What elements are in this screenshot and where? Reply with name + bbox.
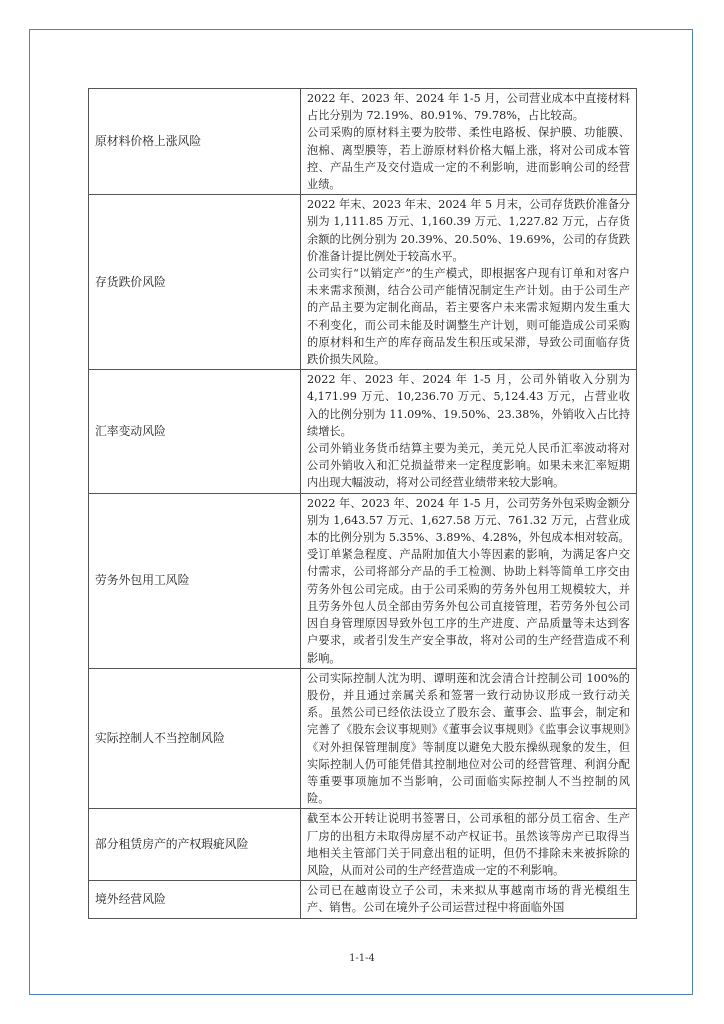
risk-paragraph: 公司采购的原材料主要为胶带、柔性电路板、保护膜、功能膜、泡棉、离型膜等，若上游原材料价格大幅上涨，将对公司成本管控、产品生产及交付造成一定的不利影响，进而影响公司的经营业绩。	[307, 126, 630, 192]
table-row	[89, 668, 637, 809]
risk-description-cell	[301, 809, 637, 881]
risk-paragraph: 受订单紧急程度、产品附加值大小等因素的影响，为满足客户交付需求，公司将部分产品的手工检测、协助上料等简单工序交由劳务外包公司完成。由于公司采购的劳务外包用工规模较大，并且劳务外包人员全部由劳务外包公司直接管理，若劳务外包公司因自身管理原因导致外包工序的生产进度、产品质量等未达到客户要求，或者引发生产安全事故，将对公司的生产经营造成不利影响。	[307, 548, 630, 665]
table-row	[89, 195, 637, 370]
risk-description-cell	[301, 881, 637, 918]
risk-description-cell	[301, 493, 637, 668]
risk-name-cell: 境外经营风险	[89, 881, 301, 918]
table-row	[89, 370, 637, 493]
risk-paragraph: 公司实际控制人沈为明、谭明莲和沈会清合计控制公司 100%的股份，并且通过亲属关系和签署一致行动协议形成一致行动关系。虽然公司已经依法设立了股东会、董事会、监事会，制定和完善了《股东会议事规则》《董事会议事规则》《监事会议事规则》《对外担保管理制度》等制度以避免大股东操纵现象的发生，但实际控制人仍可能凭借其控制地位对公司的经营管理、利润分配等重要事项施加不当影响，公司面临实际控制人不当控制的风险。	[307, 671, 630, 806]
table-row	[89, 809, 637, 881]
risk-name-cell: 原材料价格上涨风险	[89, 89, 301, 195]
table-row	[89, 89, 637, 195]
risk-table	[88, 88, 637, 919]
table-row	[89, 493, 637, 668]
risk-description-cell	[301, 370, 637, 493]
risk-paragraph: 2022 年末、2023 年末、2024 年 5 月末，公司存货跌价准备分别为 1,111.85 万元、1,160.39 万元、1,227.82 万元，占存货余额的比例分别为 20.39%、20.50%、19.69%，公司的存货跌价准备计提比例处于较高水平。	[307, 198, 630, 263]
risk-name-cell: 实际控制人不当控制风险	[89, 668, 301, 809]
risk-name-cell: 汇率变动风险	[89, 370, 301, 493]
risk-description-cell	[301, 89, 637, 195]
risk-name-cell: 部分租赁房产的产权瑕疵风险	[89, 809, 301, 881]
risk-description-cell	[301, 195, 637, 370]
risk-paragraph: 公司已在越南设立子公司，未来拟从事越南市场的背光模组生产、销售。公司在境外子公司运营过程中将面临外国	[307, 884, 630, 915]
risk-paragraph: 公司实行“以销定产”的生产模式，即根据客户现有订单和对客户未来需求预测，结合公司产能情况制定生产计划。由于公司生产的产品主要为定制化商品，若主要客户未来需求短期内发生重大不利变化，而公司未能及时调整生产计划，则可能造成公司采购的原材料和生产的库存商品发生积压或呆滞，导致公司面临存货跌价损失风险。	[307, 267, 630, 367]
table-row	[89, 881, 637, 918]
risk-name-cell: 存货跌价风险	[89, 195, 301, 370]
risk-description-cell	[301, 668, 637, 809]
risk-paragraph: 2022 年、2023 年、2024 年 1-5 月，公司营业成本中直接材料占比分别为 72.19%、80.91%、79.78%，占比较高。	[307, 92, 630, 123]
page-number: 1-1-4	[349, 953, 375, 964]
risk-paragraph: 截至本公开转让说明书签署日，公司承租的部分员工宿舍、生产厂房的出租方未取得房屋不动产权证书。虽然该等房产已取得当地相关主管部门关于同意出租的证明，但仍不排除未来被拆除的风险，从而对公司的生产经营造成一定的不利影响。	[307, 812, 630, 877]
risk-paragraph: 2022 年、2023 年、2024 年 1-5 月，公司外销收入分别为 4,171.99 万元、10,236.70 万元、5,124.43 万元，占营业收入的比例分别为 11.09%、19.50%、23.38%，外销收入占比持续增长。	[307, 373, 630, 438]
risk-name-cell: 劳务外包用工风险	[89, 493, 301, 668]
risk-paragraph: 2022 年、2023 年、2024 年 1-5 月，公司劳务外包采购金额分别为 1,643.57 万元、1,627.58 万元、761.32 万元，占营业成本的比例分别为 5.35%、3.89%、4.28%，外包成本相对较高。	[307, 496, 630, 545]
risk-paragraph: 公司外销业务货币结算主要为美元，美元兑人民币汇率波动将对公司外销收入和汇兑损益带来一定程度影响。如果未来汇率短期内出现大幅波动，将对公司经营业绩带来较大影响。	[307, 442, 630, 490]
